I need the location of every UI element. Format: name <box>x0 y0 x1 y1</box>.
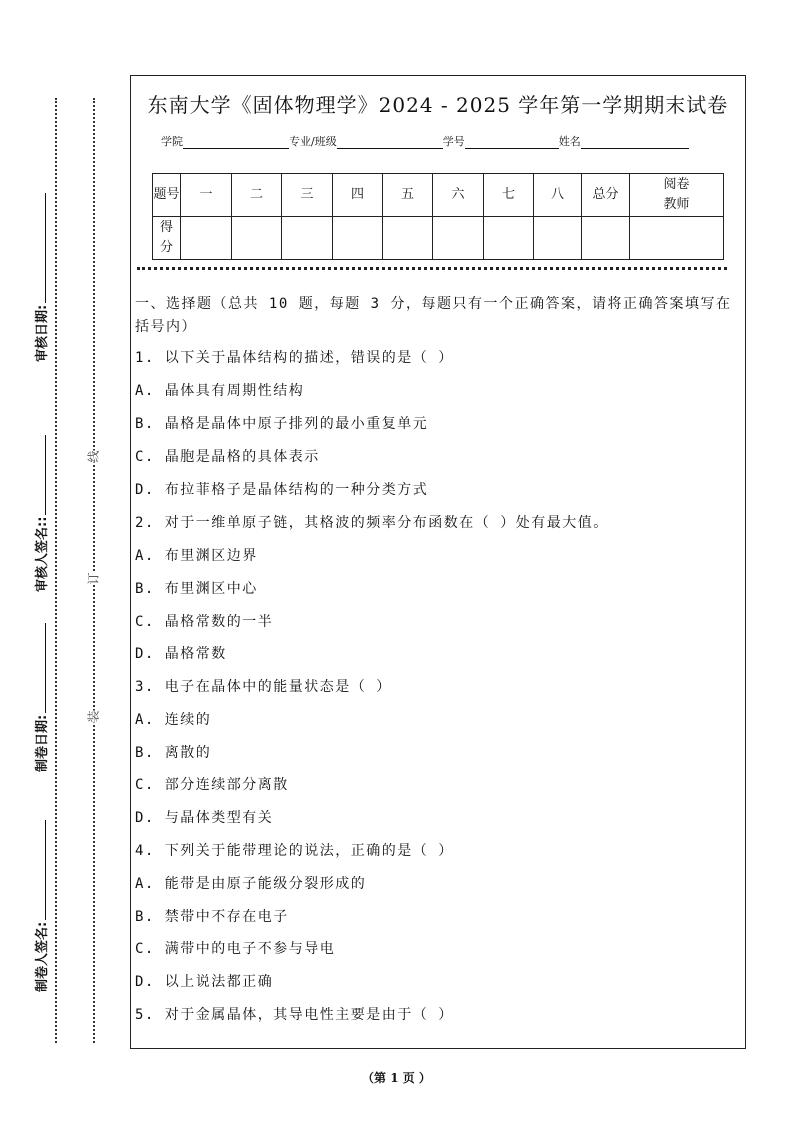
column-header: 三 <box>282 174 333 217</box>
answer-option: B. 禁带中不存在电子 <box>135 909 289 925</box>
score-cell[interactable] <box>484 217 534 260</box>
score-cell[interactable] <box>383 217 433 260</box>
answer-option: C. 晶胞是晶格的具体表示 <box>135 449 320 465</box>
column-header: 阅卷教师 <box>630 174 724 217</box>
answer-option: C. 满带中的电子不参与导电 <box>135 941 336 957</box>
name-input[interactable] <box>581 136 689 149</box>
column-header: 一 <box>181 174 232 217</box>
cut-mark-ding: 订 <box>86 572 101 585</box>
score-cell[interactable] <box>534 217 582 260</box>
section-divider <box>137 267 727 270</box>
reviewer-date-field[interactable] <box>31 193 50 362</box>
answer-option: B. 布里渊区中心 <box>135 581 258 597</box>
score-cell[interactable] <box>630 217 724 260</box>
page-number: （第 1 页 ） <box>362 1071 431 1085</box>
column-header: 五 <box>383 174 433 217</box>
student-id-input[interactable] <box>465 136 559 149</box>
score-cell[interactable] <box>433 217 484 260</box>
author-signature-label: 制卷人签名: <box>35 921 50 992</box>
answer-option: A. 连续的 <box>135 712 212 728</box>
reviewer-date-label: 审核日期: <box>35 304 50 362</box>
section-heading-cont: 括号内） <box>135 319 197 335</box>
author-signature-field[interactable] <box>31 820 50 992</box>
binding-line-inner <box>93 98 95 1043</box>
author-date-field[interactable] <box>31 623 50 772</box>
college-input[interactable] <box>183 136 289 149</box>
column-header: 四 <box>333 174 383 217</box>
section-heading: 一、选择题（总共 10 题，每题 3 分，每题只有一个正确答案，请将正确答案填写在 <box>135 296 732 312</box>
cut-mark-xian: 线 <box>86 450 101 463</box>
reviewer-signature-label: 审核人签名:: <box>35 516 50 592</box>
reviewer-signature-field[interactable] <box>31 435 50 592</box>
major-class-input[interactable] <box>337 136 443 149</box>
score-table <box>152 173 724 260</box>
score-row <box>153 217 724 260</box>
answer-option: C. 部分连续部分离散 <box>135 777 289 793</box>
answer-option: A. 晶体具有周期性结构 <box>135 383 305 399</box>
score-cell[interactable] <box>333 217 383 260</box>
row-label: 题号 <box>153 174 181 217</box>
question-stem: 2. 对于一维单原子链，其格波的频率分布函数在（ ）处有最大值。 <box>135 515 609 531</box>
row-label: 得分 <box>153 217 181 260</box>
answer-option: D. 以上说法都正确 <box>135 974 274 990</box>
score-cell[interactable] <box>582 217 630 260</box>
answer-option: A. 能带是由原子能级分裂形成的 <box>135 876 367 892</box>
exam-title: 东南大学《固体物理学》2024 - 2025 学年第一学期期末试卷 <box>147 93 729 117</box>
column-header: 八 <box>534 174 582 217</box>
cut-mark-zhuang: 装 <box>86 710 101 723</box>
column-header: 二 <box>232 174 282 217</box>
column-header: 总分 <box>582 174 630 217</box>
answer-option: B. 离散的 <box>135 745 212 761</box>
answer-option: B. 晶格是晶体中原子排列的最小重复单元 <box>135 416 429 432</box>
answer-option: A. 布里渊区边界 <box>135 548 258 564</box>
exam-page-frame <box>130 75 746 1049</box>
college-label: 学院 <box>161 135 183 148</box>
binding-line-outer <box>55 98 57 1043</box>
score-cell[interactable] <box>282 217 333 260</box>
student-info-row <box>161 133 689 149</box>
question-number-row <box>153 174 724 217</box>
question-stem: 1. 以下关于晶体结构的描述，错误的是（ ） <box>135 350 454 366</box>
author-date-label: 制卷日期: <box>35 714 50 772</box>
question-stem: 4. 下列关于能带理论的说法，正确的是（ ） <box>135 843 454 859</box>
name-label: 姓名 <box>558 135 581 148</box>
answer-option: C. 晶格常数的一半 <box>135 614 274 630</box>
column-header: 六 <box>433 174 484 217</box>
major-class-label: 专业/班级 <box>289 135 337 148</box>
question-stem: 3. 电子在晶体中的能量状态是（ ） <box>135 679 392 695</box>
answer-option: D. 与晶体类型有关 <box>135 810 274 826</box>
score-cell[interactable] <box>232 217 282 260</box>
student-id-label: 学号 <box>442 135 465 148</box>
question-stem: 5. 对于金属晶体，其导电性主要是由于（ ） <box>135 1007 454 1023</box>
answer-option: D. 晶格常数 <box>135 646 227 662</box>
column-header: 七 <box>484 174 534 217</box>
answer-option: D. 布拉菲格子是晶体结构的一种分类方式 <box>135 482 429 498</box>
score-cell[interactable] <box>181 217 232 260</box>
